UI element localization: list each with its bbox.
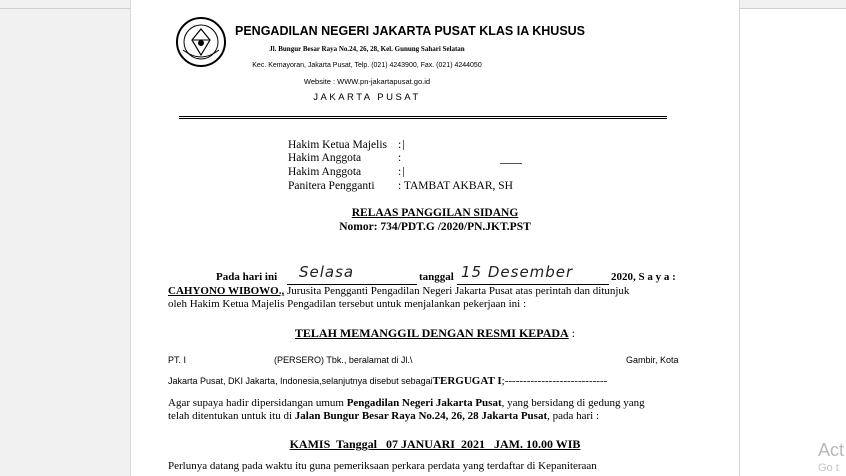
court-name: PENGADILAN NEGERI JAKARTA PUSAT KLAS IA KHUSUS xyxy=(235,24,586,38)
activate-windows-subtext: Go t xyxy=(818,462,839,474)
panitera-value: : TAMBAT AKBAR, SH xyxy=(398,180,513,192)
signature-line xyxy=(500,163,522,164)
panel-ketua: Hakim Ketua Majelis : xyxy=(288,139,405,151)
blank-field-marker xyxy=(403,167,405,177)
website-line: Website : WWW.pn-jakartapusat.go.id xyxy=(303,77,431,86)
officer-name: CAHYONO WIBOWO., xyxy=(168,285,285,297)
court-emblem-icon xyxy=(175,16,227,68)
anggota-2-label: Hakim Anggota xyxy=(288,166,362,178)
hearing-date: KAMIS Tanggal 07 JANUARI 2021 JAM. 10.00 WIB xyxy=(289,437,581,451)
document-number: Nomor: 734/PDT.G /2020/PN.JKT.PST xyxy=(339,221,531,233)
header-rule-2 xyxy=(179,118,667,119)
city-line: JAKARTA PUSAT xyxy=(313,92,421,103)
gambir-text: Gambir, Kota xyxy=(626,355,679,365)
tanggal-label: tanggal xyxy=(419,271,454,283)
activate-windows-watermark: Act xyxy=(818,440,845,460)
address-line-2: Kec. Kemayoran, Jakarta Pusat, Telp. (021) 4243900, Fax. (021) 4244050 xyxy=(252,62,482,69)
year-saya: 2020, S a y a : xyxy=(611,271,676,283)
panel-panitera xyxy=(288,180,513,192)
header-rule xyxy=(179,116,667,117)
address-line-1: Jl. Bungur Besar Raya No.24, 26, 28, Kel. Gunung Sahari Selatan xyxy=(269,45,465,53)
ketua-label: Hakim Ketua Majelis xyxy=(288,139,388,151)
agar-line-1: Agar supaya hadir dipersidangan umum Pengadilan Negeri Jakarta Pusat, yang bersidang di gedung yang xyxy=(168,397,645,409)
officer-line: CAHYONO WIBOWO., Jurusita Pengganti Pengadilan Negeri Jakarta Pusat atas perintah dan ditunjuk xyxy=(168,285,630,297)
handwritten-date: 15 Desember xyxy=(461,263,574,281)
panel-anggota-1: Hakim Anggota : xyxy=(288,152,402,164)
pada-hari-ini-label: Pada hari ini xyxy=(216,271,278,283)
section-heading: TELAH MEMANGGIL DENGAN RESMI KEPADA : xyxy=(294,326,576,340)
persero-text: (PERSERO) Tbk., beralamat di Jl.\ xyxy=(274,355,413,365)
tergugat-label: TERGUGAT I xyxy=(432,375,502,387)
handwritten-day: Selasa xyxy=(299,263,355,281)
last-line: Perlunya datang pada waktu itu guna pemeriksaan perkara perdata yang terdaftar di Kepaniteraan xyxy=(168,460,597,472)
viewer-right-pane xyxy=(738,9,846,476)
panitera-label: Panitera Pengganti xyxy=(288,180,375,192)
pt-prefix: PT. I xyxy=(168,355,187,365)
instruction-line: oleh Hakim Ketua Majelis Pengadilan tersebut untuk menjalankan pekerjaan ini : xyxy=(168,298,527,310)
agar-line-2: telah ditentukan untuk itu di Jalan Bungur Besar Raya No.24, 26, 28 Jakarta Pusat, pada hari : xyxy=(168,410,600,422)
panel-anggota-2: Hakim Anggota : xyxy=(288,166,405,178)
blank-field-marker xyxy=(403,140,405,150)
document-page[interactable] xyxy=(130,0,740,476)
jakarta-line: Jakarta Pusat, DKI Jakarta, Indonesia,selanjutnya disebut sebagaiTERGUGAT I;---------------------------- xyxy=(168,375,608,387)
anggota-1-label: Hakim Anggota xyxy=(288,152,362,164)
document-title: RELAAS PANGGILAN SIDANG xyxy=(351,207,519,219)
